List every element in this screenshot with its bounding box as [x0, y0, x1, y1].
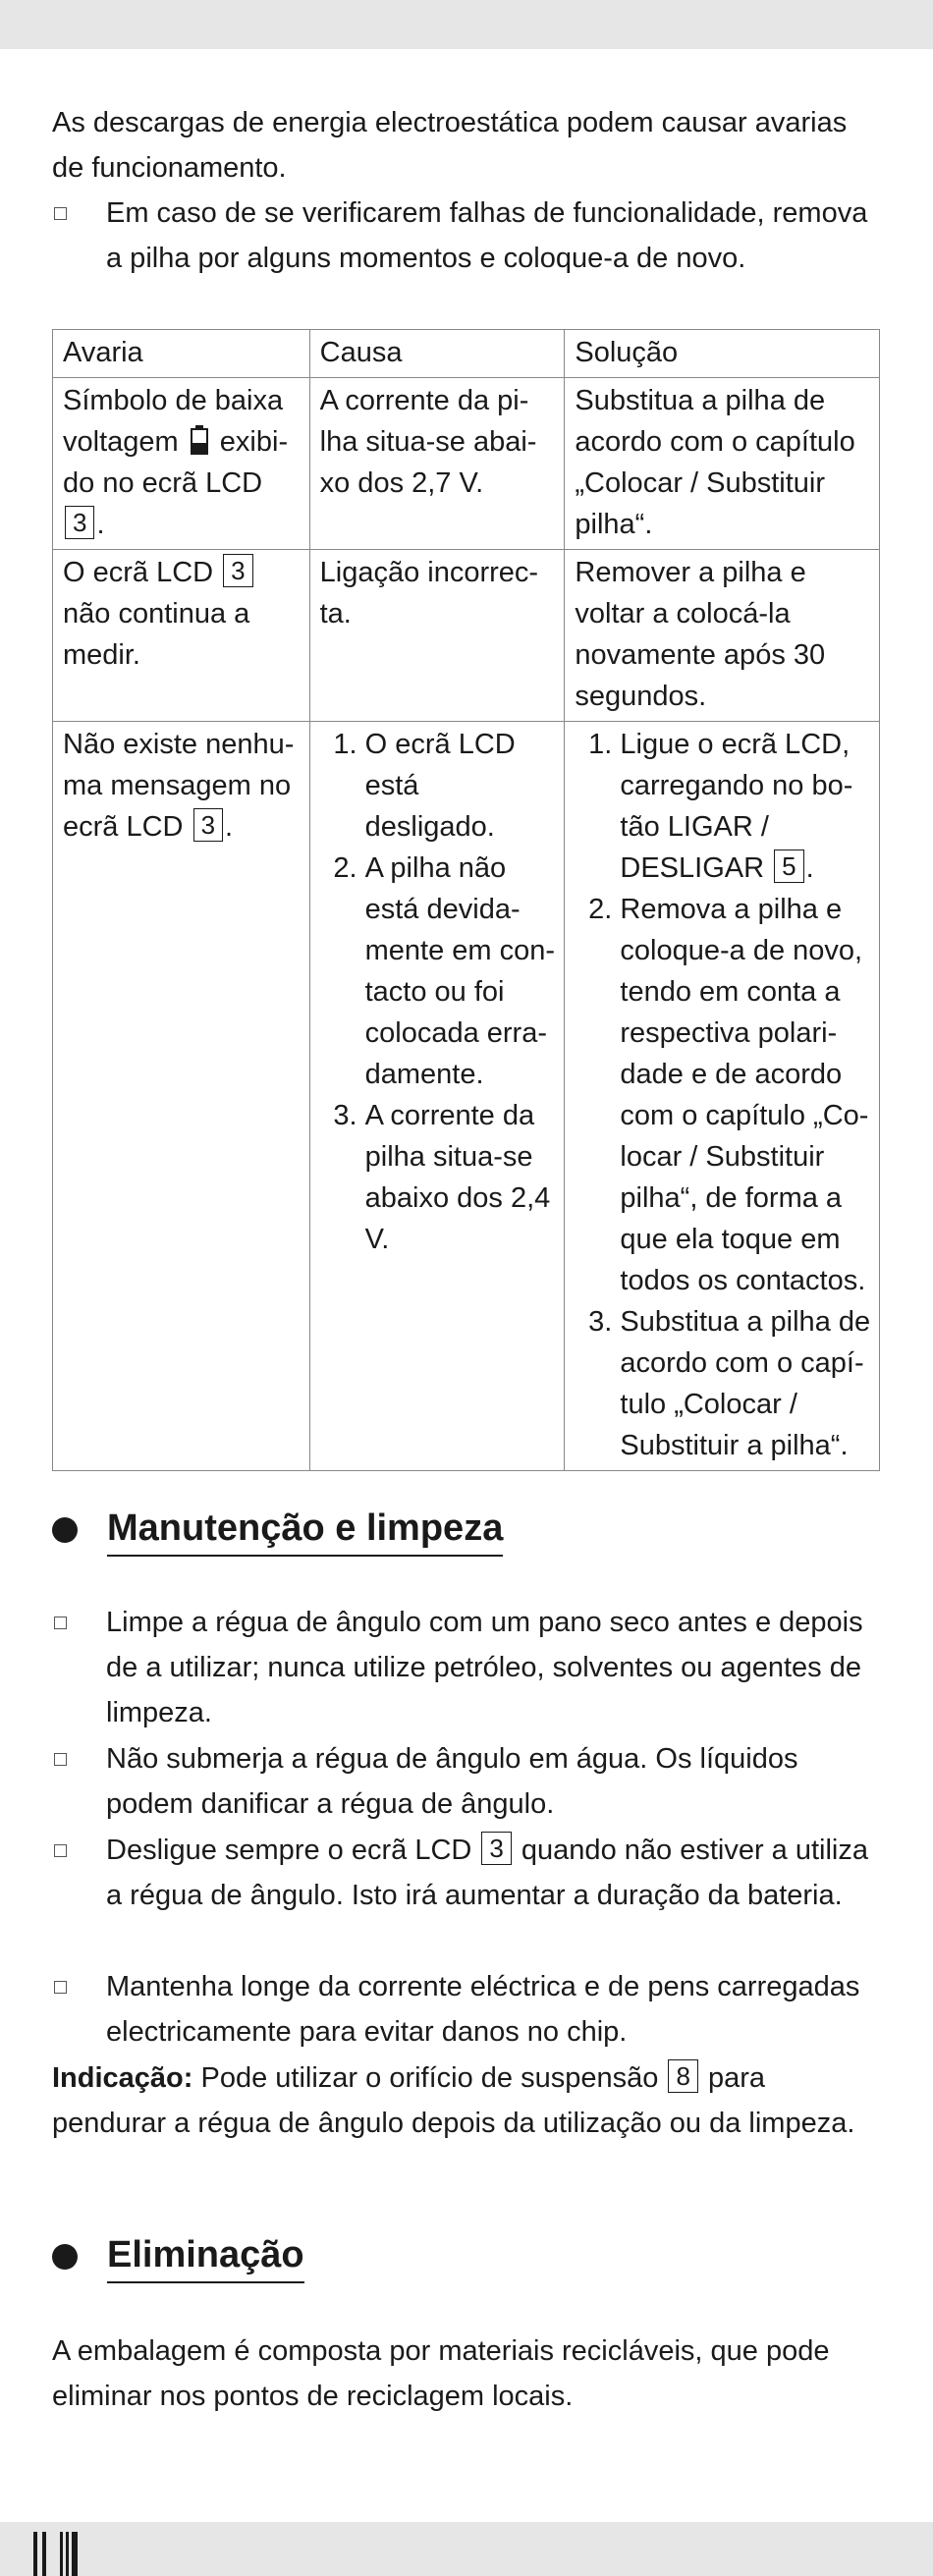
row2-solucao: Remover a pilha e voltar a colocá-la novamente após 30 segundos. [565, 550, 880, 722]
row3-avaria-end: . [225, 811, 234, 843]
row3-causa [309, 722, 565, 1471]
intro-text: As descargas de energia electroestática podem causar avarias de funcionamento. [52, 107, 848, 184]
solucao-1-text: Ligue o ecrã LCD, carregando no bo-tão LIGAR / DESLIGAR [620, 729, 853, 884]
disposal-text: A embalagem é composta por materiais recicláveis, que pode eliminar nos pontos de reciclagem locais. [52, 2335, 830, 2412]
row3-solucao-list [575, 724, 871, 1466]
header-causa: Causa [309, 330, 565, 378]
list-item [620, 724, 871, 889]
note-label: Indicação: [52, 2062, 193, 2094]
ref-lcd: 3 [481, 1832, 511, 1865]
row2-avaria-text-2: não continua a medir. [63, 598, 250, 671]
list-item: 3. A corrente da pilha situa-se abaixo dos 2,4 V. [365, 1095, 557, 1260]
maintenance-bullet-3-text-2: quando não estiver a utiliza a régua de ângulo. Isto irá aumentar a duração da bateria. [106, 1835, 868, 1911]
row2-avaria [53, 550, 310, 722]
maintenance-note [52, 2055, 882, 2146]
disposal-title: Eliminação [107, 2230, 304, 2283]
maintenance-heading [52, 1504, 503, 1557]
barcode-mark [33, 2532, 82, 2576]
intro-bullet [52, 191, 887, 281]
row1-causa: A corrente da pi-lha situa-se abai-xo dos 2,7 V. [309, 378, 565, 550]
table-header-row [53, 330, 880, 378]
bottom-bar [0, 2522, 933, 2576]
checkbox-bullet-icon [54, 1844, 67, 1857]
list-item: 2. Remova a pilha e coloque-a de novo, tendo em conta a respectiva polari-dade e de acordo com o capítulo „Co-locar / Substituir pilha“, de forma a que ela toque em todos os contactos. [620, 889, 871, 1301]
maintenance-bullet-3-text: Desligue sempre o ecrã LCD [106, 1835, 472, 1866]
checkbox-bullet-icon [54, 1753, 67, 1766]
maintenance-bullet-4-text: Mantenha longe da corrente eléctrica e de pens carregadas electricamente para evitar danos no chip. [106, 1971, 860, 2048]
list-item: 1. O ecrã LCD está desligado. [365, 724, 557, 848]
row1-solucao: Substitua a pilha de acordo com o capítulo „Colocar / Substituir pilha“. [565, 378, 880, 550]
maintenance-bullet-2-text: Não submerja a régua de ângulo em água. Os líquidos podem danificar a régua de ângulo. [106, 1743, 798, 1820]
disposal-heading [52, 2230, 304, 2283]
checkbox-bullet-icon [54, 1617, 67, 1629]
intro-bullet-text: Em caso de se verificarem falhas de funcionalidade, remova a pilha por alguns momentos e coloque-a de novo. [106, 197, 868, 274]
bullet-dot-icon [52, 1517, 78, 1543]
checkbox-bullet-icon [54, 207, 67, 220]
row1-avaria-text: Símbolo de baixa voltagem [63, 385, 284, 458]
ref-hanging-hole: 8 [668, 2059, 697, 2093]
maintenance-bullet-2 [52, 1736, 887, 1827]
header-avaria: Avaria [53, 330, 310, 378]
checkbox-bullet-icon [54, 1981, 67, 1994]
table-row [53, 550, 880, 722]
row3-causa-list [320, 724, 557, 1260]
row2-avaria-text: O ecrã LCD [63, 557, 214, 588]
troubleshooting-table [52, 329, 880, 1471]
bullet-dot-icon [52, 2244, 78, 2270]
header-solucao: Solução [565, 330, 880, 378]
row3-avaria [53, 722, 310, 1471]
row3-solucao [565, 722, 880, 1471]
row1-avaria [53, 378, 310, 550]
ref-lcd: 3 [65, 506, 94, 539]
ref-lcd: 3 [223, 554, 252, 587]
row1-avaria-end: . [96, 509, 105, 540]
ref-power-button: 5 [774, 850, 803, 883]
note-text: Pode utilizar o orifício de suspensão [200, 2062, 659, 2094]
row2-causa: Ligação incorrec-ta. [309, 550, 565, 722]
maintenance-bullet-1-text: Limpe a régua de ângulo com um pano seco antes e depois de a utilizar; nunca utilize petróleo, solventes ou agentes de limpeza. [106, 1607, 863, 1728]
battery-low-icon [191, 425, 208, 455]
ref-lcd: 3 [193, 808, 223, 842]
maintenance-bullet-1 [52, 1600, 887, 1735]
maintenance-title: Manutenção e limpeza [107, 1504, 503, 1557]
list-item: 2. A pilha não está devida-mente em con-tacto ou foi colocada erra-damente. [365, 848, 557, 1095]
list-item: 3. Substitua a pilha de acordo com o capí-tulo „Colocar / Substituir a pilha“. [620, 1301, 871, 1466]
table-row [53, 722, 880, 1471]
row3-avaria-text: Não existe nenhu-ma mensagem no ecrã LCD [63, 729, 295, 843]
maintenance-bullet-4 [52, 1964, 887, 2055]
top-bar [0, 0, 933, 49]
solucao-1-end: . [805, 852, 814, 884]
maintenance-bullet-3 [52, 1828, 887, 1918]
note-text-2: para pendurar a régua de ângulo depois da utilização ou da limpeza. [52, 2062, 855, 2139]
table-row [53, 378, 880, 550]
row1-avaria-text-2: exibi-do no ecrã LCD [63, 426, 289, 499]
